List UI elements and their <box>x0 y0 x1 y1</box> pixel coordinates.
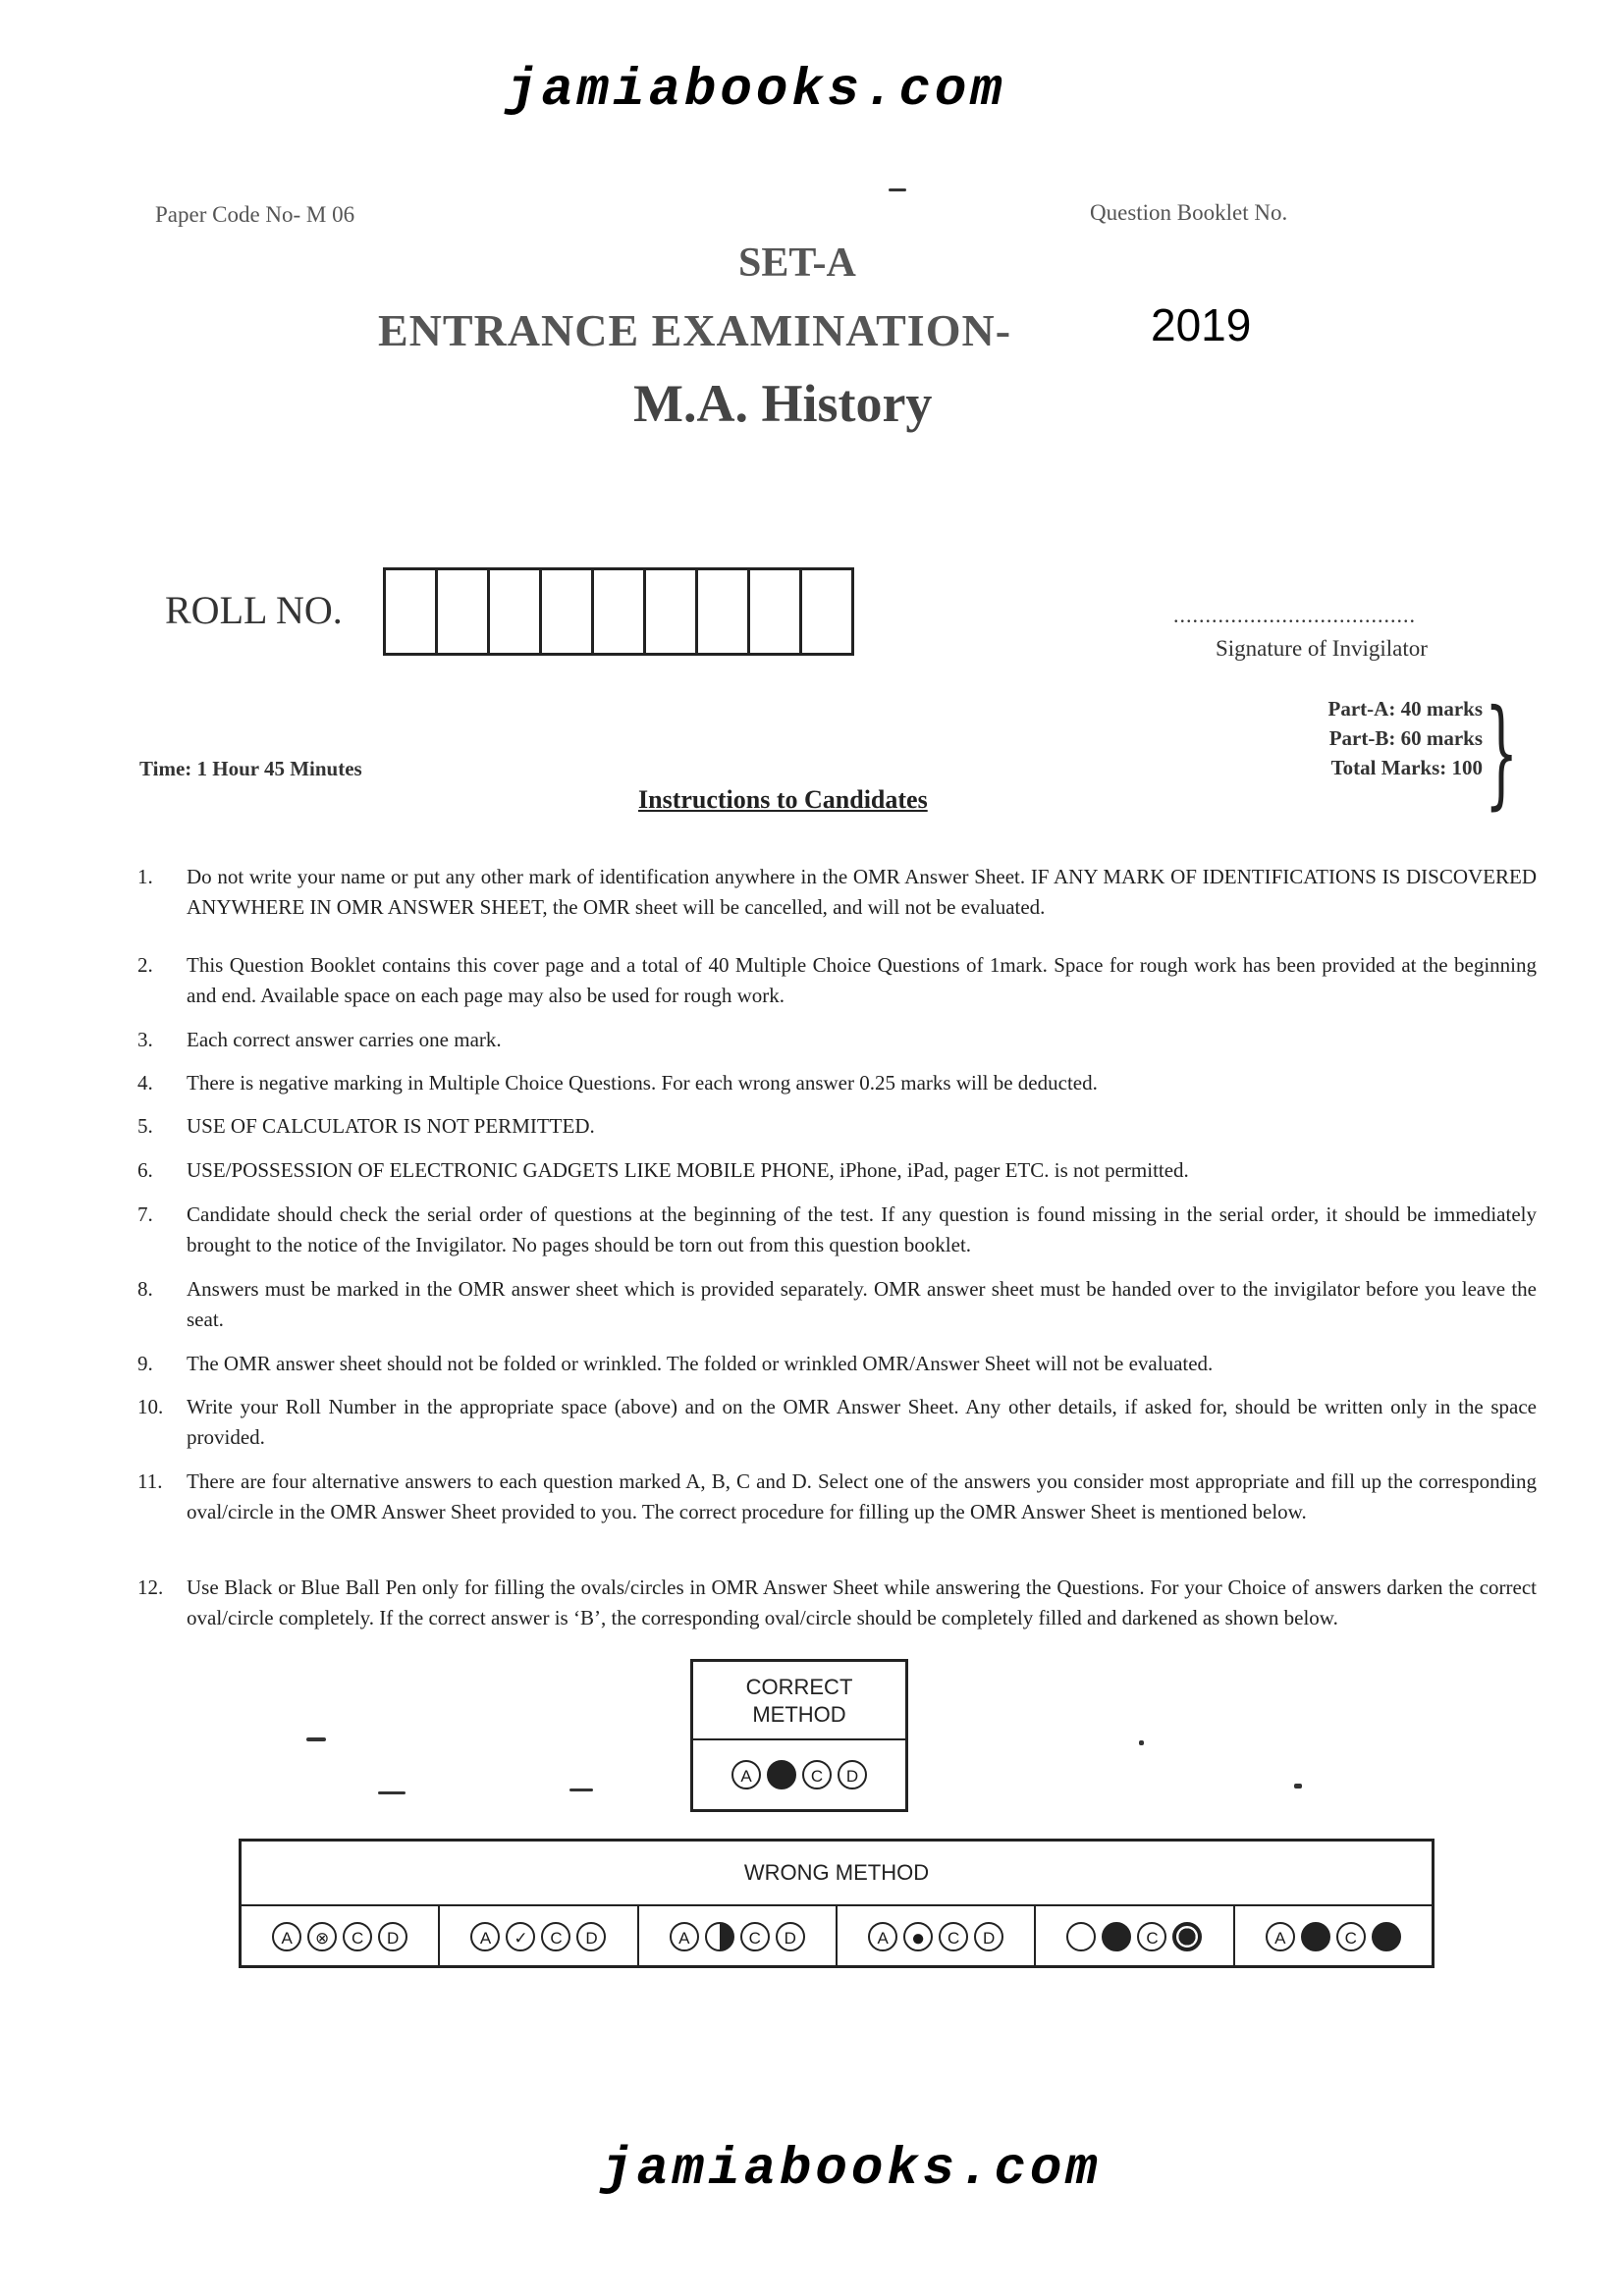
instruction-number: 8. <box>137 1277 153 1301</box>
wrong-example-dot <box>838 1906 1036 1967</box>
instruction-text: There is negative marking in Multiple Choice Questions. For each wrong answer 0.25 marks will be deducted. <box>187 1071 1098 1095</box>
bubble-a: A <box>470 1922 500 1951</box>
wrong-example-tick <box>440 1906 638 1967</box>
time-allowed: Time: 1 Hour 45 Minutes <box>139 757 362 780</box>
marks-brace: } <box>1485 685 1519 822</box>
bubble-a: A <box>272 1922 301 1951</box>
instruction-item <box>137 1349 1542 1392</box>
instruction-text: Answers must be marked in the OMR answer sheet which is provided separately. OMR answer sheet must be handed over to the invigilator before you leave the seat. <box>187 1277 1537 1331</box>
instruction-number: 9. <box>137 1352 153 1375</box>
instruction-text: The OMR answer sheet should not be folded or wrinkled. The folded or wrinkled OMR/Answer Sheet will not be evaluated. <box>187 1352 1214 1375</box>
wrong-example-double <box>1235 1906 1432 1967</box>
correct-method-line1: CORRECT <box>745 1675 853 1699</box>
bubble-d: D <box>576 1922 606 1951</box>
instruction-item <box>137 1274 1542 1349</box>
bubble-b-half <box>705 1922 734 1951</box>
instruction-item <box>137 1025 1542 1068</box>
instruction-text: There are four alternative answers to each question marked A, B, C and D. Select one of the answers you consider most appropriate and fill up the corresponding oval/circle in the OMR Answer Sheet provided to you. The correct procedure for filling up the OMR Answer Sheet is mentioned below. <box>187 1469 1537 1523</box>
wrong-example-cross <box>242 1906 440 1967</box>
roll-digit-box[interactable] <box>594 570 646 653</box>
instruction-item <box>137 1155 1542 1200</box>
instruction-item <box>137 1068 1542 1111</box>
correct-method-label <box>693 1662 905 1740</box>
instruction-item <box>137 1111 1542 1155</box>
instruction-number: 7. <box>137 1202 153 1226</box>
roll-digit-box[interactable] <box>438 570 490 653</box>
roll-no-boxes[interactable] <box>383 567 854 656</box>
bubble-d-filled <box>1172 1922 1202 1951</box>
wrong-example-half <box>639 1906 838 1967</box>
instruction-number: 1. <box>137 865 153 888</box>
exam-title: ENTRANCE EXAMINATION- <box>378 305 1012 355</box>
bubble-d: D <box>776 1922 805 1951</box>
instruction-item <box>137 862 1542 950</box>
instruction-number: 3. <box>137 1028 153 1051</box>
instructions-heading: Instructions to Candidates <box>638 785 928 814</box>
wrong-method-table <box>239 1839 1435 1968</box>
bubble-c: C <box>343 1922 372 1951</box>
wrong-method-row <box>242 1906 1432 1967</box>
instruction-number: 2. <box>137 953 153 977</box>
watermark-top: jamiabooks.com <box>506 61 1006 121</box>
course-title: M.A. History <box>633 374 933 433</box>
bubble-d: D <box>974 1922 1003 1951</box>
scan-speck <box>378 1791 406 1794</box>
bubble-c: C <box>740 1922 770 1951</box>
instructions-list <box>137 862 1542 1671</box>
exam-year: 2019 <box>1151 299 1252 350</box>
wrong-example-multiple <box>1036 1906 1234 1967</box>
part-a-marks: Part-A: 40 marks <box>1327 697 1483 721</box>
bubble-d: D <box>378 1922 407 1951</box>
instruction-text: This Question Booklet contains this cover page and a total of 40 Multiple Choice Questions of 1mark. Space for rough work has been provided at the beginning and end. Available space on each page may also be used for rough work. <box>187 953 1537 1007</box>
scan-speck <box>306 1737 326 1741</box>
instruction-text: Write your Roll Number in the appropriate space (above) and on the OMR Answer Sheet. Any other details, if asked for, should be written only in the space provided. <box>187 1395 1537 1449</box>
signature-line: ...................................... <box>1173 603 1416 627</box>
bubble-b-dot: ● <box>903 1922 933 1951</box>
roll-digit-box[interactable] <box>542 570 594 653</box>
bubble-d-filled <box>1372 1922 1401 1951</box>
signature-label: Signature of Invigilator <box>1216 636 1428 661</box>
instruction-text: Do not write your name or put any other mark of identification anywhere in the OMR Answer Sheet. IF ANY MARK OF IDENTIFICATIONS IS DISCOVERED ANYWHERE IN OMR ANSWER SHEET, the OMR sheet will be cancelled, and will not be evaluated. <box>187 865 1537 919</box>
watermark-bottom: jamiabooks.com <box>601 2140 1102 2200</box>
marks-breakdown <box>1208 694 1483 782</box>
instruction-item <box>137 1467 1542 1573</box>
instruction-text: USE OF CALCULATOR IS NOT PERMITTED. <box>187 1114 595 1138</box>
roll-digit-box[interactable] <box>490 570 542 653</box>
bubble-a: A <box>670 1922 699 1951</box>
instruction-text: Each correct answer carries one mark. <box>187 1028 502 1051</box>
question-booklet-label: Question Booklet No. <box>1090 200 1288 225</box>
instruction-number: 11. <box>137 1469 163 1493</box>
instruction-text: Candidate should check the serial order of questions at the beginning of the test. If any question is found missing in the serial order, it should be immediately brought to the notice of the Invigilator. No pages should be torn out from this question booklet. <box>187 1202 1537 1256</box>
instruction-number: 4. <box>137 1071 153 1095</box>
scan-speck <box>1294 1784 1302 1789</box>
bubble-c: C <box>541 1922 570 1951</box>
correct-method-box <box>690 1659 908 1812</box>
bubble-b-filled <box>1301 1922 1330 1951</box>
instruction-item <box>137 1573 1542 1671</box>
instruction-item <box>137 1200 1542 1274</box>
scan-speck <box>569 1789 593 1791</box>
correct-method-line2: METHOD <box>752 1702 846 1727</box>
part-b-marks: Part-B: 60 marks <box>1328 726 1483 750</box>
paper-code: Paper Code No- M 06 <box>155 202 355 227</box>
roll-no-label: ROLL NO. <box>165 588 343 632</box>
roll-digit-box[interactable] <box>750 570 802 653</box>
instruction-number: 12. <box>137 1575 164 1599</box>
bubble-a: A <box>731 1760 761 1789</box>
instruction-text: USE/POSSESSION OF ELECTRONIC GADGETS LIKE MOBILE PHONE, iPhone, iPad, pager ETC. is not permitted. <box>187 1158 1189 1182</box>
correct-method-bubbles <box>693 1740 905 1809</box>
bubble-a: A <box>868 1922 897 1951</box>
instruction-item <box>137 950 1542 1025</box>
bubble-b-filled <box>1102 1922 1131 1951</box>
instruction-number: 5. <box>137 1114 153 1138</box>
instruction-number: 6. <box>137 1158 153 1182</box>
roll-digit-box[interactable] <box>698 570 750 653</box>
bubble-c: C <box>1336 1922 1366 1951</box>
bubble-c: C <box>802 1760 832 1789</box>
bubble-d: D <box>838 1760 867 1789</box>
instruction-number: 10. <box>137 1395 164 1418</box>
bubble-b-filled <box>767 1760 796 1789</box>
bubble-b-ticked: ✓ <box>506 1922 535 1951</box>
wrong-method-label: WRONG METHOD <box>242 1842 1432 1906</box>
set-label: SET-A <box>738 240 856 286</box>
instruction-text: Use Black or Blue Ball Pen only for filling the ovals/circles in OMR Answer Sheet while answering the Questions. For your Choice of answers darken the correct oval/circle completely. If the correct answer is ‘B’, the corresponding oval/circle should be completely filled and darkened as shown below. <box>187 1575 1537 1629</box>
bubble-b-crossed: ⊗ <box>307 1922 337 1951</box>
total-marks: Total Marks: 100 <box>1330 756 1483 779</box>
scan-speck <box>889 188 906 191</box>
instruction-item <box>137 1392 1542 1467</box>
roll-digit-box[interactable] <box>646 570 698 653</box>
roll-digit-box[interactable] <box>386 570 438 653</box>
scan-speck <box>1139 1740 1144 1745</box>
bubble-a-empty <box>1066 1922 1096 1951</box>
bubble-c: C <box>1137 1922 1166 1951</box>
roll-digit-box[interactable] <box>802 570 851 653</box>
bubble-c: C <box>939 1922 968 1951</box>
bubble-a: A <box>1266 1922 1295 1951</box>
